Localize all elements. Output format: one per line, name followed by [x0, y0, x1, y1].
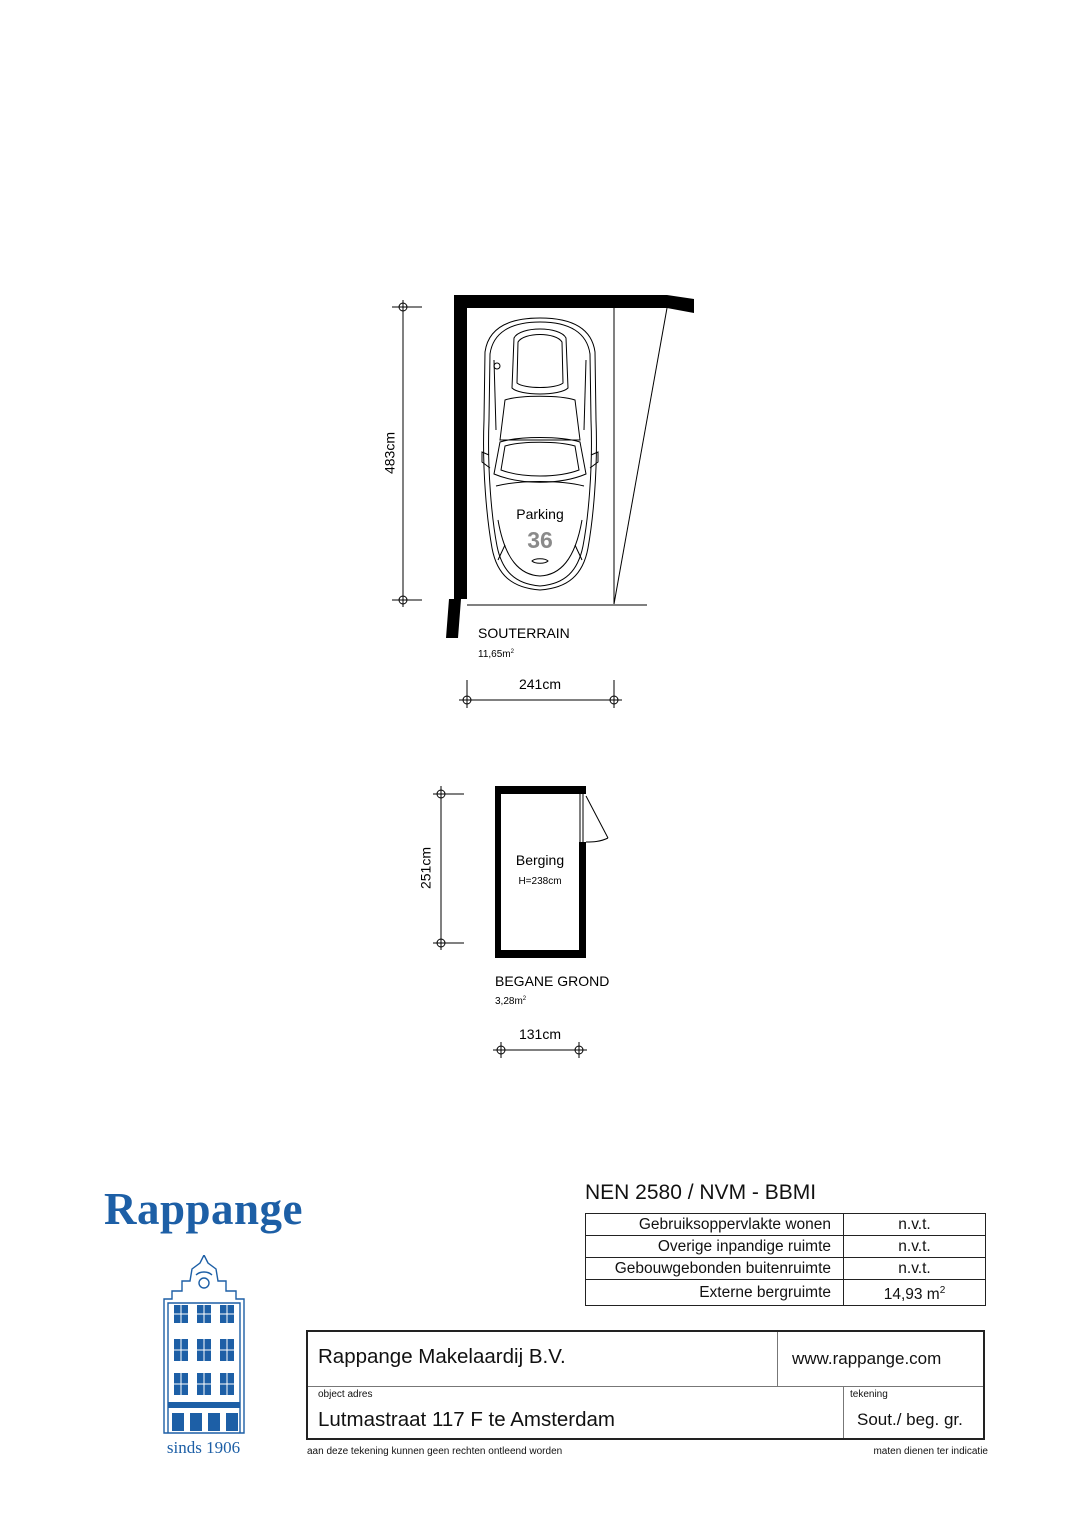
door-icon [580, 794, 608, 842]
begane-grond-area: $3,28m^2$ [495, 996, 527, 1007]
title-block [306, 1330, 985, 1440]
berging-height-note: H=238cm [518, 876, 562, 887]
berging-height-label: 251cm [417, 846, 434, 890]
parking-label: Parking [516, 506, 564, 522]
nen-label: Overige inpandige ruimte [586, 1236, 844, 1258]
indication-note: maten dienen ter indicatie [873, 1446, 988, 1457]
rappange-since: sinds 1906 [166, 1438, 241, 1457]
nen-label: Gebruiksoppervlakte wonen [586, 1214, 844, 1236]
souterrain-plan [382, 295, 694, 708]
souterrain-height-label: 483cm [381, 431, 398, 475]
souterrain-area: $11,65m^2$ [478, 649, 514, 660]
begane-grond-plan [418, 786, 610, 1058]
website-link[interactable]: www.rappange.com [792, 1349, 942, 1368]
nen-label: Gebouwgebonden buitenruimte [586, 1258, 844, 1280]
nen-value: n.v.t. [844, 1214, 986, 1236]
canal-house-logo [160, 1255, 248, 1435]
parking-number: 36 [527, 527, 553, 553]
table-row [586, 1258, 986, 1280]
nen-value: n.v.t. [844, 1236, 986, 1258]
berging-width-label: 131cm [518, 1026, 562, 1042]
berging-label: Berging [515, 852, 565, 868]
souterrain-width-label: 241cm [518, 676, 562, 692]
begane-grond-name: BEGANE GROND [495, 973, 610, 989]
berging-wall [495, 786, 586, 958]
nen-title: NEN 2580 / NVM - BBMI [585, 1181, 817, 1204]
souterrain-wall [446, 295, 694, 638]
nen-label: Externe bergruimte [586, 1280, 844, 1306]
berging-width-dimension [493, 1042, 587, 1058]
drawing-name: Sout./ beg. gr. [857, 1410, 963, 1429]
nen-area-table [585, 1213, 986, 1306]
table-row [586, 1280, 986, 1306]
souterrain-name: SOUTERRAIN [478, 625, 570, 641]
address-label: object adres [318, 1389, 373, 1400]
berging-height-dimension [433, 786, 464, 950]
company-name: Rappange Makelaardij B.V. [318, 1345, 566, 1368]
rappange-wordmark: Rappange [103, 1184, 304, 1234]
nen-value: n.v.t. [844, 1258, 986, 1280]
drawing-label: tekening [850, 1389, 888, 1400]
table-row [586, 1236, 986, 1258]
nen-value: 14,93 $m^2$ [844, 1280, 986, 1306]
object-address: Lutmastraat 117 F te Amsterdam [318, 1408, 615, 1431]
table-row [586, 1214, 986, 1236]
disclaimer-text: aan deze tekening kunnen geen rechten ontleend worden [307, 1446, 563, 1457]
